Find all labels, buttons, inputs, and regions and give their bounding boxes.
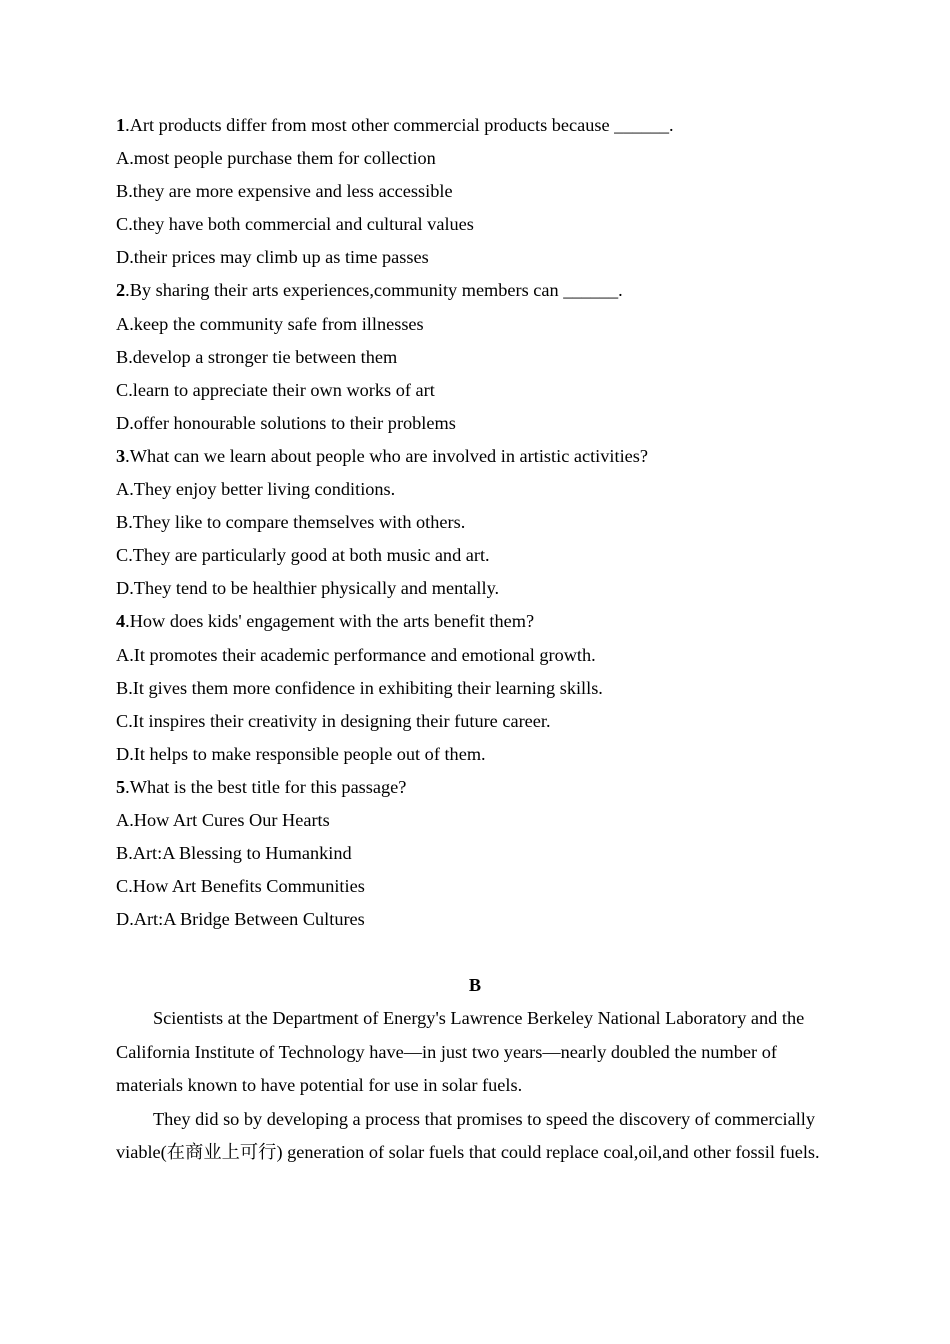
passage-paragraph: They did so by developing a process that promises to speed the discovery of commercially viable(在商业上可行) generation of solar fuels that could replace coal,oil,and other fossil fuels. <box>116 1108 820 1163</box>
question-number: 5 <box>116 776 126 797</box>
passage-paragraph: Scientists at the Department of Energy's Lawrence Berkeley National Laboratory and the California Institute of Technology have—in just two years—nearly doubled the number of materials known to have potential for use in solar fuels. <box>116 1008 805 1096</box>
answer-option: A.How Art Cures Our Hearts <box>116 809 330 830</box>
answer-option: B.develop a stronger tie between them <box>116 346 398 367</box>
question-block <box>116 605 836 770</box>
question-text: .By sharing their arts experiences,community members can ______. <box>125 280 623 301</box>
question-stem <box>116 771 836 804</box>
question-stem <box>116 605 836 638</box>
answer-option: C.learn to appreciate their own works of art <box>116 379 435 400</box>
question-number: 3 <box>116 445 126 466</box>
answer-option: C.they have both commercial and cultural values <box>116 214 474 235</box>
answer-option: C.It inspires their creativity in designing their future career. <box>116 710 551 731</box>
section-heading: B <box>468 975 482 996</box>
answer-option: D.It helps to make responsible people out of them. <box>116 743 486 764</box>
answer-option: B.They like to compare themselves with others. <box>116 512 466 533</box>
question-text: .What can we learn about people who are involved in artistic activities? <box>125 445 648 466</box>
question-block <box>116 274 836 439</box>
answer-option: D.offer honourable solutions to their problems <box>116 412 456 433</box>
answer-option: A.keep the community safe from illnesses <box>116 313 424 334</box>
question-number: 4 <box>116 611 126 632</box>
answer-option: D.Art:A Bridge Between Cultures <box>116 909 365 930</box>
question-block <box>116 109 836 274</box>
answer-option: D.They tend to be healthier physically and mentally. <box>116 578 500 599</box>
answer-option: A.They enjoy better living conditions. <box>116 479 396 500</box>
question-number: 2 <box>116 280 126 301</box>
question-stem <box>116 440 836 473</box>
question-stem <box>116 274 836 307</box>
question-stem <box>116 109 836 142</box>
answer-option: A.most people purchase them for collection <box>116 148 436 169</box>
question-text: .Art products differ from most other commercial products because ______. <box>125 115 674 135</box>
question-text: .How does kids' engagement with the arts benefit them? <box>125 611 535 632</box>
question-number: 1 <box>116 115 126 135</box>
answer-option: D.their prices may climb up as time passes <box>116 247 429 268</box>
question-block <box>116 440 836 605</box>
answer-option: B.Art:A Blessing to Humankind <box>116 843 352 864</box>
answer-option: A.It promotes their academic performance and emotional growth. <box>116 644 596 665</box>
answer-option: C.They are particularly good at both music and art. <box>116 545 490 566</box>
document-page <box>116 109 836 1169</box>
question-text: .What is the best title for this passage? <box>125 776 407 797</box>
answer-option: C.How Art Benefits Communities <box>116 876 365 897</box>
answer-option: B.It gives them more confidence in exhibiting their learning skills. <box>116 677 603 698</box>
answer-option: B.they are more expensive and less accessible <box>116 181 453 202</box>
question-block <box>116 771 836 936</box>
